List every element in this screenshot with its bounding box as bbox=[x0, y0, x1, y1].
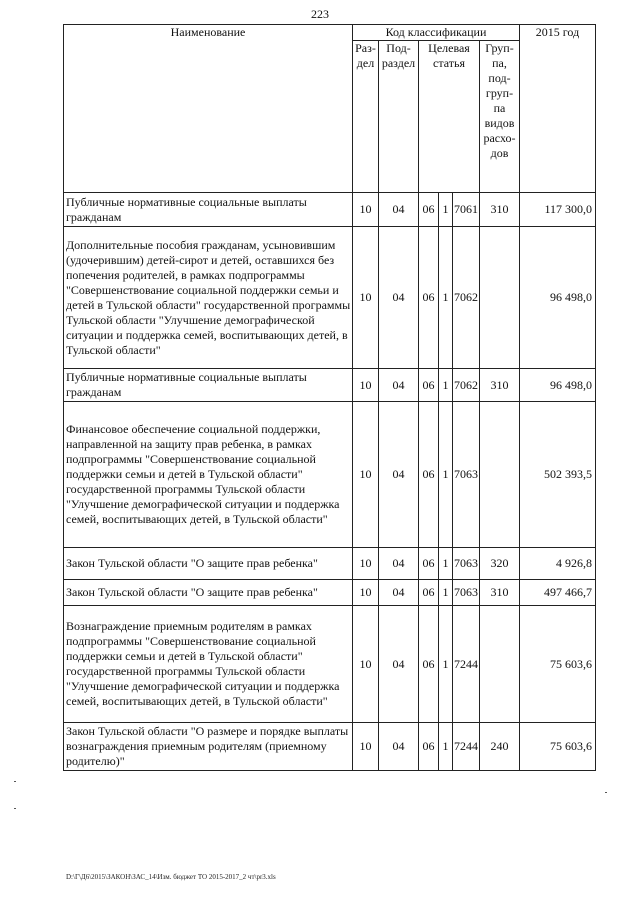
row-podrazdel: 04 bbox=[379, 548, 419, 580]
row-target-part2: 1 bbox=[439, 402, 453, 548]
header-group: Груп- па, под- груп- па видов расхо- дов bbox=[480, 41, 520, 193]
row-target-part1: 06 bbox=[419, 402, 439, 548]
row-target-part3: 7063 bbox=[453, 580, 480, 606]
footer-file-path: D:\Г\Д6\2015\ЗАКОН\ЗАС_14\Изм. бюджет ТО 2015-2017_2 чт\pr3.xls bbox=[66, 873, 276, 881]
row-razdel: 10 bbox=[353, 402, 379, 548]
row-name: Дополнительные пособия гражданам, усыновившим (удочерившим) детей-сирот и детей, оставшихся без попечения родителей, в рамках подпрограммы "Совершенствование социальной поддержки семьи и детей в Тульской области" государственной программы Тульской области "Улучшение демографической ситуации и поддержка семей, воспитывающих детей, в Тульской области" bbox=[64, 227, 353, 369]
row-target-part2: 1 bbox=[439, 580, 453, 606]
row-value: 502 393,5 bbox=[520, 402, 596, 548]
row-target-part2: 1 bbox=[439, 606, 453, 723]
row-group bbox=[480, 402, 520, 548]
row-target-part1: 06 bbox=[419, 369, 439, 402]
row-name: Закон Тульской области "О защите прав ребенка" bbox=[64, 580, 353, 606]
row-value: 497 466,7 bbox=[520, 580, 596, 606]
row-value: 96 498,0 bbox=[520, 227, 596, 369]
scan-dot bbox=[14, 781, 16, 782]
row-group: 240 bbox=[480, 723, 520, 771]
table-row bbox=[64, 193, 596, 227]
row-target-part2: 1 bbox=[439, 227, 453, 369]
row-group: 310 bbox=[480, 580, 520, 606]
row-razdel: 10 bbox=[353, 227, 379, 369]
table-row bbox=[64, 227, 596, 369]
row-target-part3: 7244 bbox=[453, 606, 480, 723]
row-podrazdel: 04 bbox=[379, 369, 419, 402]
row-target-part2: 1 bbox=[439, 548, 453, 580]
row-value: 117 300,0 bbox=[520, 193, 596, 227]
row-name: Финансовое обеспечение социальной поддержки, направленной на защиту прав ребенка, в рамках подпрограммы "Совершенствование социальной поддержки семьи и детей в Тульской области" государственной программы Тульской области "Улучшение демографической ситуации и поддержка семей, воспитывающих детей, в Тульской области" bbox=[64, 402, 353, 548]
table-row bbox=[64, 402, 596, 548]
header-podrazdel: Под- раздел bbox=[379, 41, 419, 193]
header-code-group: Код классификации bbox=[353, 25, 520, 41]
row-podrazdel: 04 bbox=[379, 402, 419, 548]
header-year: 2015 год bbox=[520, 25, 596, 193]
row-target-part2: 1 bbox=[439, 193, 453, 227]
row-razdel: 10 bbox=[353, 580, 379, 606]
row-value: 75 603,6 bbox=[520, 723, 596, 771]
scan-dot bbox=[14, 808, 16, 809]
row-target-part3: 7062 bbox=[453, 227, 480, 369]
table-row bbox=[64, 548, 596, 580]
row-target-part1: 06 bbox=[419, 193, 439, 227]
row-name: Вознаграждение приемным родителям в рамках подпрограммы "Совершенствование социальной поддержки семьи и детей в Тульской области" государственной программы Тульской области "Улучшение демографической ситуации и поддержка семей, воспитывающих детей, в Тульской области" bbox=[64, 606, 353, 723]
page-number: 223 bbox=[311, 7, 329, 21]
row-group: 310 bbox=[480, 193, 520, 227]
row-target-part1: 06 bbox=[419, 723, 439, 771]
row-name: Публичные нормативные социальные выплаты гражданам bbox=[64, 369, 353, 402]
budget-table bbox=[63, 24, 596, 771]
row-value: 4 926,8 bbox=[520, 548, 596, 580]
header-razdel: Раз- дел bbox=[353, 41, 379, 193]
table-row bbox=[64, 606, 596, 723]
row-target-part3: 7061 bbox=[453, 193, 480, 227]
header-name: Наименование bbox=[64, 25, 353, 193]
row-target-part3: 7063 bbox=[453, 402, 480, 548]
row-name: Закон Тульской области "О защите прав ребенка" bbox=[64, 548, 353, 580]
row-group bbox=[480, 227, 520, 369]
row-razdel: 10 bbox=[353, 193, 379, 227]
header-target: Целевая статья bbox=[419, 41, 480, 193]
row-podrazdel: 04 bbox=[379, 723, 419, 771]
row-podrazdel: 04 bbox=[379, 606, 419, 723]
header-row-1 bbox=[64, 25, 596, 41]
scan-dot bbox=[605, 792, 607, 793]
table-row bbox=[64, 723, 596, 771]
row-razdel: 10 bbox=[353, 548, 379, 580]
row-target-part2: 1 bbox=[439, 723, 453, 771]
row-value: 75 603,6 bbox=[520, 606, 596, 723]
row-razdel: 10 bbox=[353, 606, 379, 723]
row-target-part3: 7062 bbox=[453, 369, 480, 402]
row-target-part3: 7244 bbox=[453, 723, 480, 771]
row-group: 320 bbox=[480, 548, 520, 580]
table-row bbox=[64, 369, 596, 402]
row-razdel: 10 bbox=[353, 723, 379, 771]
row-target-part1: 06 bbox=[419, 580, 439, 606]
row-group bbox=[480, 606, 520, 723]
row-razdel: 10 bbox=[353, 369, 379, 402]
row-podrazdel: 04 bbox=[379, 580, 419, 606]
row-value: 96 498,0 bbox=[520, 369, 596, 402]
table-row bbox=[64, 580, 596, 606]
row-podrazdel: 04 bbox=[379, 193, 419, 227]
row-name: Публичные нормативные социальные выплаты гражданам bbox=[64, 193, 353, 227]
row-target-part1: 06 bbox=[419, 227, 439, 369]
row-target-part3: 7063 bbox=[453, 548, 480, 580]
row-target-part2: 1 bbox=[439, 369, 453, 402]
row-group: 310 bbox=[480, 369, 520, 402]
row-podrazdel: 04 bbox=[379, 227, 419, 369]
row-target-part1: 06 bbox=[419, 548, 439, 580]
row-target-part1: 06 bbox=[419, 606, 439, 723]
row-name: Закон Тульской области "О размере и порядке выплаты вознаграждения приемным родителям (приемному родителю)" bbox=[64, 723, 353, 771]
